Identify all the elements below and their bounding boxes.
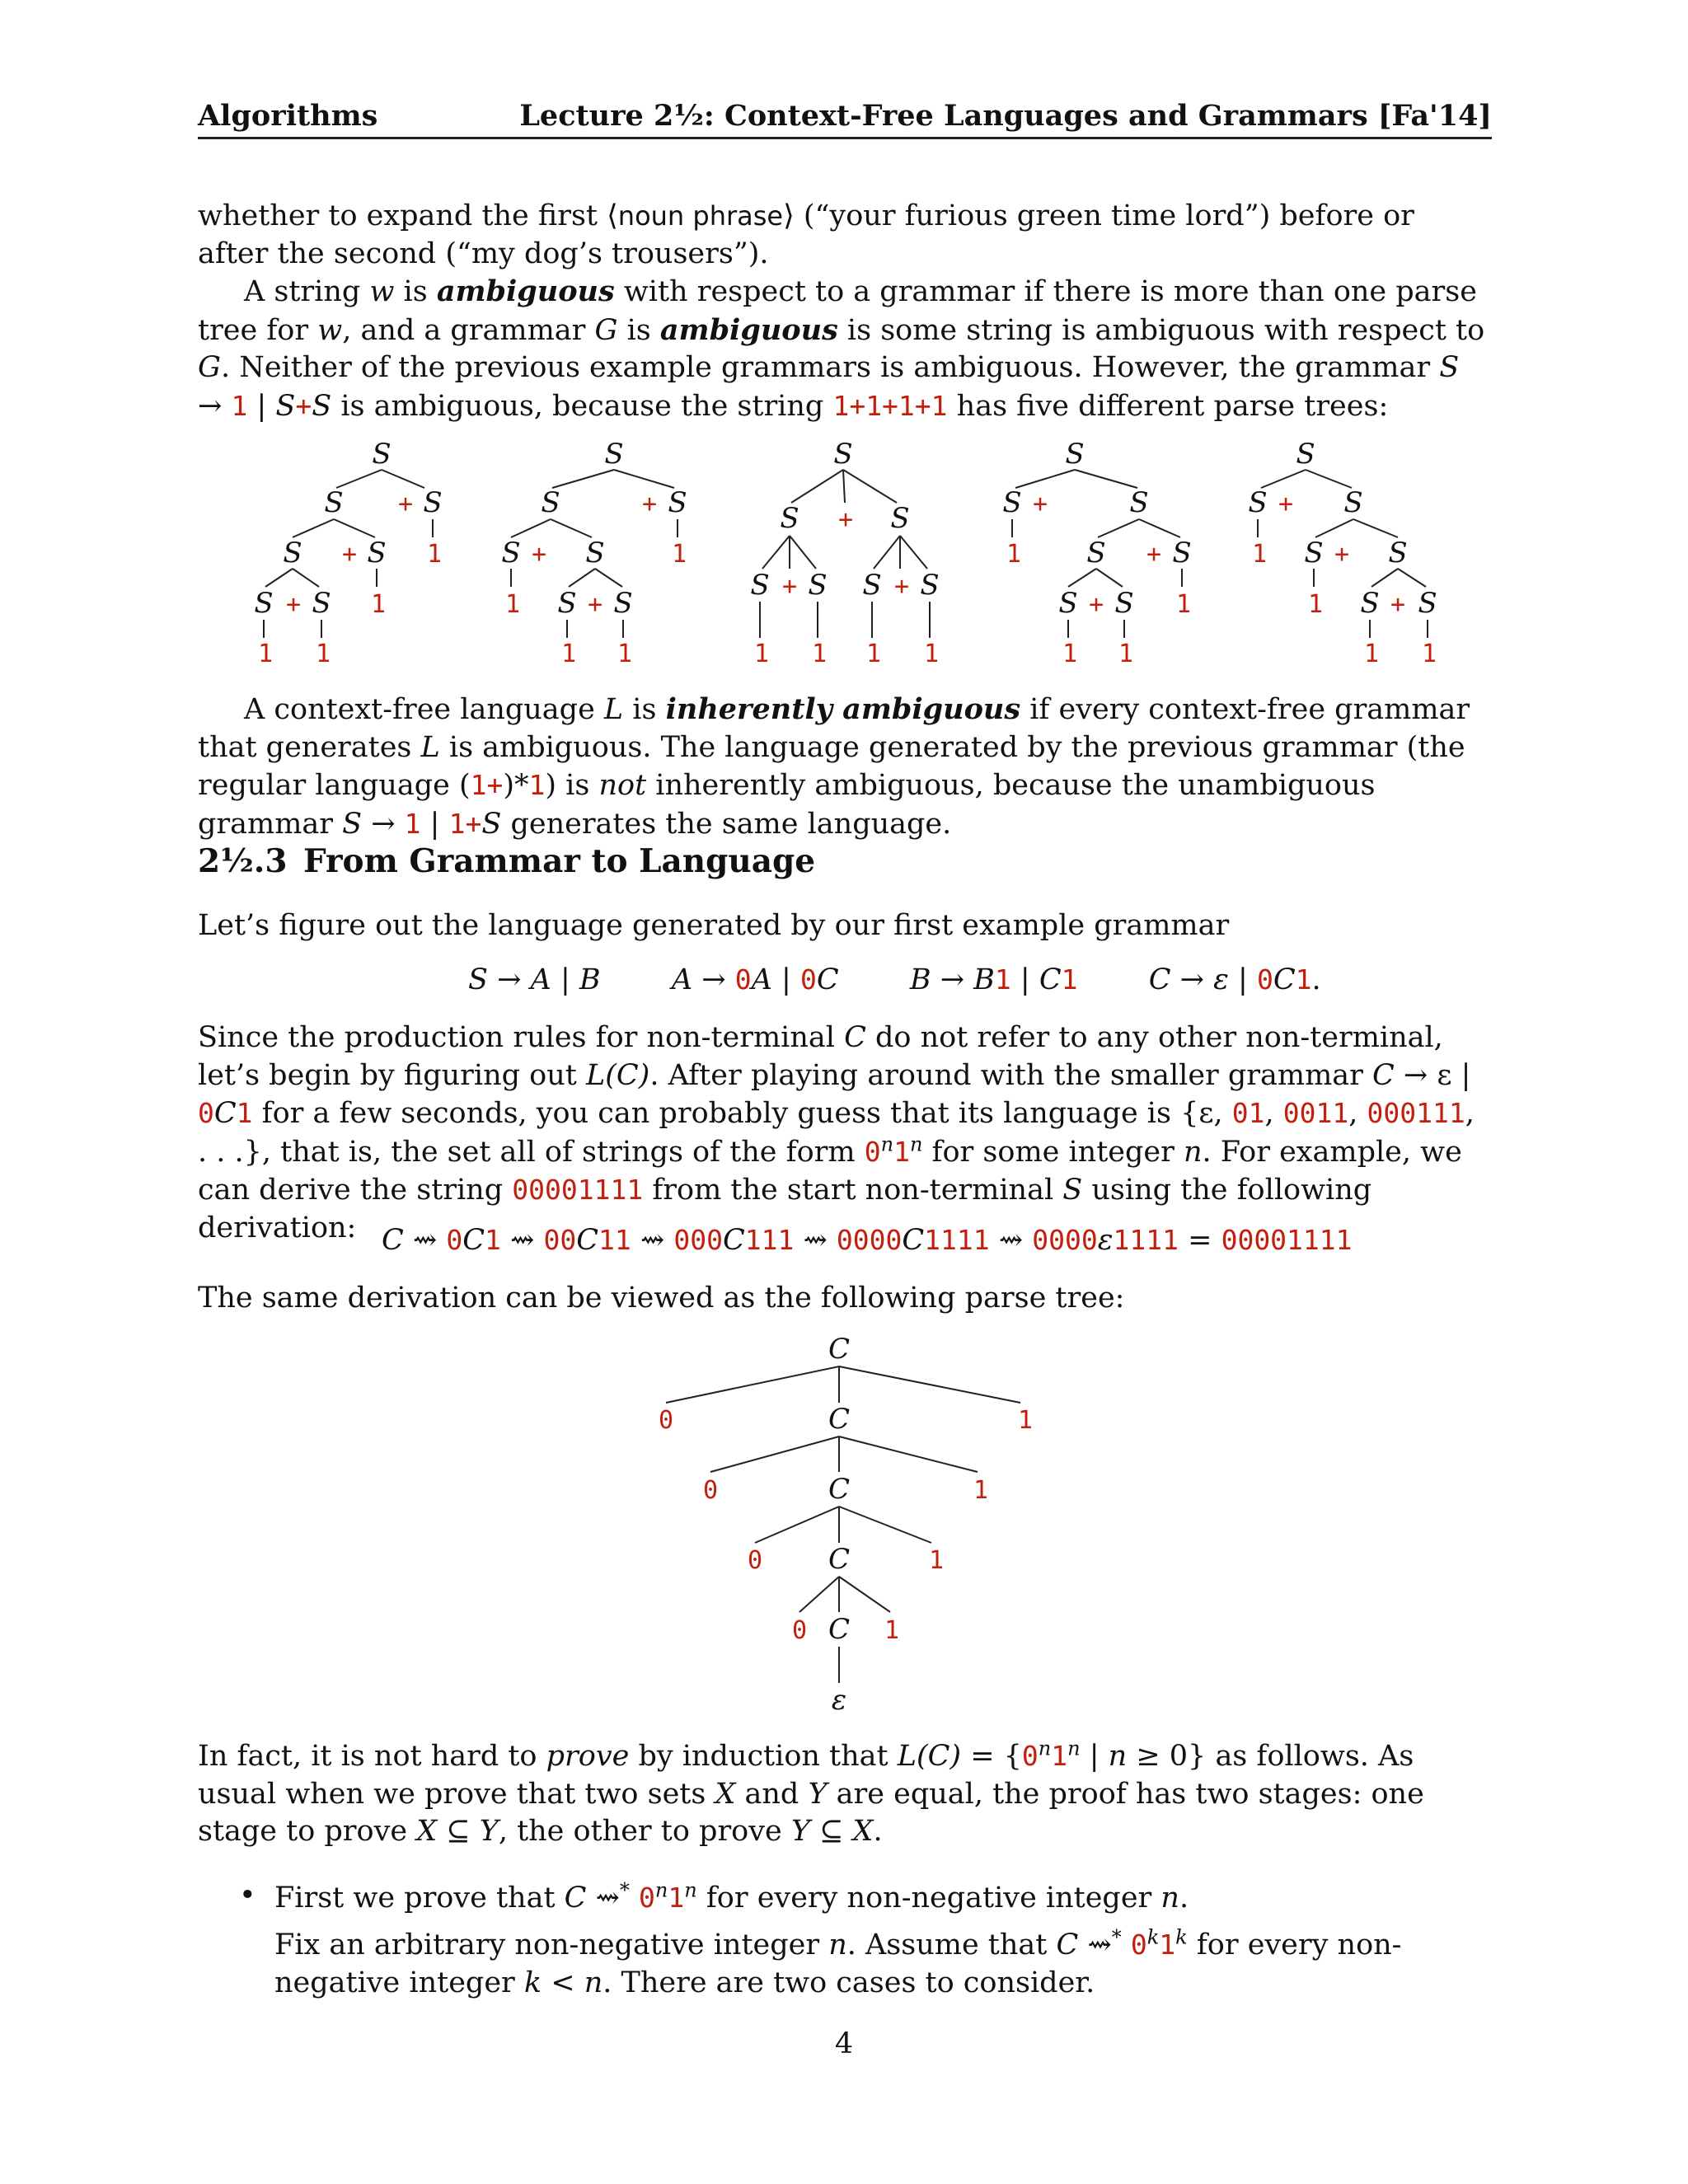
svg-text:1: 1 — [617, 640, 633, 668]
svg-text:S: S — [604, 438, 624, 471]
svg-text:S: S — [541, 486, 560, 519]
svg-text:S: S — [920, 569, 940, 602]
svg-text:+: + — [285, 590, 302, 619]
svg-text:+: + — [1088, 590, 1104, 619]
svg-text:S: S — [585, 537, 605, 569]
section-heading — [198, 842, 815, 880]
svg-text:1: 1 — [1175, 590, 1192, 619]
svg-text:+: + — [1146, 540, 1162, 569]
svg-text:1: 1 — [426, 540, 443, 569]
svg-text:S: S — [1058, 587, 1078, 620]
paragraph-figure-out: Let’s figure out the language generated by our first example grammar — [198, 909, 1230, 942]
svg-text:0: 0 — [747, 1546, 763, 1575]
svg-text:+: + — [641, 490, 658, 518]
svg-text:S: S — [324, 486, 344, 519]
parse-tree-1 — [254, 438, 442, 668]
svg-text:1: 1 — [884, 1616, 900, 1645]
svg-text:+: + — [781, 572, 798, 601]
bullet-item: First we prove that C ⇝* 0$^n$1$^n$ for every non-negative integer n. — [274, 1878, 1189, 1915]
svg-text:1: 1 — [1251, 540, 1268, 569]
svg-text:+: + — [397, 490, 414, 518]
svg-text:S: S — [1296, 438, 1315, 471]
svg-text:1: 1 — [973, 1476, 989, 1505]
svg-text:+: + — [837, 505, 854, 534]
svg-text:1: 1 — [1421, 640, 1437, 668]
svg-text:S: S — [1002, 486, 1022, 519]
svg-text:S: S — [254, 587, 274, 620]
bullet-mark: • — [239, 1879, 256, 1912]
svg-text:+: + — [1390, 590, 1406, 619]
svg-text:S: S — [1065, 438, 1085, 471]
svg-text:S: S — [613, 587, 633, 620]
svg-text:1: 1 — [1307, 590, 1324, 619]
svg-text:S: S — [312, 587, 331, 620]
svg-text:1: 1 — [504, 590, 521, 619]
svg-text:1: 1 — [560, 640, 577, 668]
svg-text:S: S — [423, 486, 443, 519]
svg-text:1: 1 — [370, 590, 387, 619]
term-ambiguous: ambiguous — [436, 274, 615, 308]
svg-text:S: S — [668, 486, 687, 519]
svg-text:1: 1 — [865, 640, 882, 668]
grammar-display: S → A | B A → 0A | 0C B → B1 | C1 C → ε | 0C1. — [468, 963, 1321, 996]
svg-text:S: S — [1129, 486, 1149, 519]
svg-text:S: S — [283, 537, 302, 569]
svg-text:S: S — [1086, 537, 1106, 569]
paragraph-inherently-ambiguous: A context-free language L is inherently ambiguous if every context-free grammar that generates L is ambiguous. The language generated by the previous grammar (the regular language (1+)*1) is not inherently ambiguous, because the unambiguous grammar S → 1 | 1+S generates the same language. — [198, 692, 1470, 841]
svg-text:C: C — [828, 1473, 851, 1506]
five-parse-trees — [0, 429, 1688, 676]
svg-text:S: S — [1360, 587, 1380, 620]
term-inherently-ambiguous: inherently ambiguous — [665, 692, 1021, 726]
svg-text:0: 0 — [791, 1616, 808, 1645]
svg-text:0: 0 — [702, 1476, 719, 1505]
svg-text:S: S — [1418, 587, 1437, 620]
svg-text:+: + — [1334, 540, 1350, 569]
svg-text:ε: ε — [831, 1684, 847, 1717]
svg-text:1: 1 — [1363, 640, 1380, 668]
paragraph-fix: Fix an arbitrary non-negative integer n. Assume that C ⇝* 0$^k$1$^k$ for every non-negative integer k < n. There are two cases to consider. — [274, 1925, 1402, 1999]
svg-text:1: 1 — [928, 1546, 945, 1575]
string-1111: 1+1+1+1 — [832, 389, 948, 422]
svg-text:S: S — [1172, 537, 1192, 569]
svg-text:C: C — [828, 1333, 851, 1366]
svg-text:S: S — [501, 537, 521, 569]
svg-text:1: 1 — [753, 640, 770, 668]
svg-text:+: + — [341, 540, 358, 569]
svg-text:1: 1 — [257, 640, 274, 668]
svg-text:S: S — [1304, 537, 1324, 569]
svg-text:1: 1 — [923, 640, 940, 668]
svg-text:S: S — [367, 537, 387, 569]
paragraph-since: Since the production rules for non-terminal C do not refer to any other non-terminal, let’s begin by figuring out L(C). After playing around with the smaller grammar C → ε | 0C1 for a few seconds, you can probably guess that its language is {ε, 01, 0011, 000111, . . .}, that is, the set all of strings of the form 0$^n$1$^n$ for some integer n. For example, we can derive the string 00001111 from the start non-terminal S using the following derivation: — [198, 1021, 1475, 1244]
svg-text:+: + — [893, 572, 910, 601]
section-number: 2½.3 — [198, 842, 288, 880]
page-number: 4 — [834, 2027, 854, 2060]
svg-text:S: S — [808, 569, 828, 602]
svg-text:S: S — [557, 587, 577, 620]
svg-text:S: S — [750, 569, 770, 602]
svg-text:1: 1 — [1006, 540, 1022, 569]
svg-text:+: + — [531, 540, 547, 569]
svg-text:S: S — [1343, 486, 1363, 519]
derivation-display: C ⇝ 0C1 ⇝ 00C11 ⇝ 000C111 ⇝ 0000C1111 ⇝ 0000ε1111 = 00001111 — [382, 1224, 1353, 1257]
svg-text:C: C — [828, 1543, 851, 1576]
svg-text:S: S — [1248, 486, 1268, 519]
svg-text:C: C — [828, 1403, 851, 1436]
svg-text:0: 0 — [658, 1406, 674, 1435]
svg-text:S: S — [1388, 537, 1408, 569]
svg-text:1: 1 — [671, 540, 687, 569]
parse-tree-5 — [1248, 438, 1437, 668]
paragraph-in-fact: In fact, it is not hard to prove by induction that $L(C) = \{0^n1^n$ | n ≥ 0} as follows. As usual when we prove that two sets X and Y are equal, the proof has two stages: one stage to prove X ⊆ Y, the other to prove Y ⊆ X. — [198, 1736, 1424, 1848]
svg-text:S: S — [833, 438, 853, 471]
running-header — [198, 99, 1492, 139]
svg-text:1: 1 — [315, 640, 331, 668]
svg-text:S: S — [780, 502, 799, 535]
c-parse-tree — [0, 1327, 1688, 1722]
header-left: Algorithms — [198, 99, 378, 133]
svg-text:1: 1 — [811, 640, 828, 668]
paragraph-1: whether to expand the first ⟨noun phrase⟩ (“your furious green time lord”) before or after the second (“my dog’s trousers”). — [198, 199, 1414, 270]
section-title: From Grammar to Language — [303, 842, 816, 880]
svg-text:C: C — [828, 1613, 851, 1646]
svg-text:+: + — [1278, 490, 1294, 518]
paragraph-ambiguous: A string w is ambiguous with respect to a grammar if there is more than one parse tree for w, and a grammar G is ambiguous is some string is ambiguous with respect to G. Neither of the previous example grammars is ambiguous. However, the grammar S → 1 | S+S is ambiguous, because the string 1+1+1+1 has five different parse trees: — [198, 274, 1485, 423]
paragraph-same-derivation: The same derivation can be viewed as the following parse tree: — [198, 1282, 1125, 1315]
svg-text:S: S — [1114, 587, 1134, 620]
svg-text:1: 1 — [1062, 640, 1078, 668]
parse-tree-2 — [501, 438, 687, 668]
svg-text:S: S — [862, 569, 882, 602]
svg-text:1: 1 — [1017, 1406, 1034, 1435]
header-right: Lecture 2½: Context-Free Languages and Grammars [Fa'14] — [519, 99, 1492, 133]
svg-text:S: S — [890, 502, 910, 535]
svg-text:1: 1 — [1118, 640, 1134, 668]
parse-tree-3 — [750, 438, 939, 668]
svg-text:+: + — [587, 590, 603, 619]
tree1-root: S — [372, 438, 392, 471]
svg-text:+: + — [1032, 490, 1048, 518]
parse-tree-4 — [1002, 438, 1191, 668]
